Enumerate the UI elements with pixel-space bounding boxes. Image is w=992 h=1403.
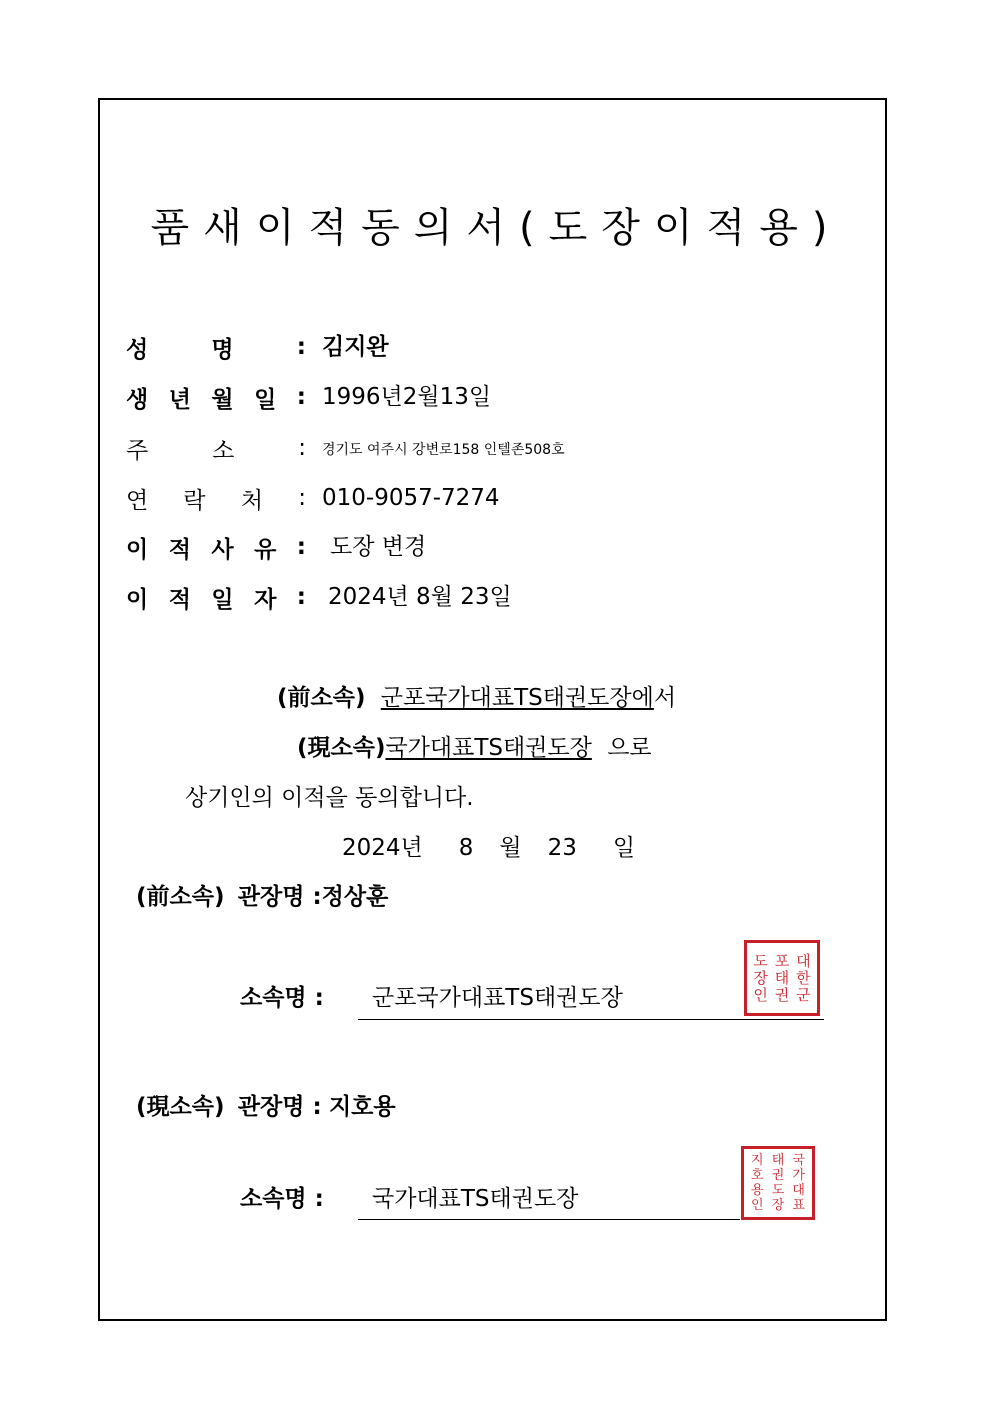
consent-date <box>342 832 635 864</box>
prev-gym-label: 소속명 : <box>240 985 324 1011</box>
prev-head-name: 정상훈 <box>321 884 389 910</box>
field-date-value: 2024년 8월 23일 <box>328 584 512 610</box>
field-contact-value: 010-9057-7274 <box>322 485 500 511</box>
curr-seal-column: 태 권 도 장 <box>771 1153 785 1213</box>
consent-date-day-unit: 일 <box>612 835 636 861</box>
curr-affiliation-line <box>297 732 652 764</box>
curr-signature-line <box>358 1219 740 1220</box>
field-address-value: 경기도 여주시 강변로158 인텔존508호 <box>322 442 565 458</box>
curr-gym-seal <box>741 1146 815 1220</box>
curr-seal-column: 국 가 대 표 <box>792 1153 805 1213</box>
consent-date-year: 2024년 <box>342 835 423 861</box>
field-name-value: 김지완 <box>322 334 389 360</box>
curr-head-label: 관장명 : <box>237 1094 322 1120</box>
prev-gym-name: 군포국가대표TS태권도장 <box>372 985 623 1011</box>
prev-head-label: 관장명 : <box>237 884 322 910</box>
prev-head-prefix: (前소속) <box>136 884 225 910</box>
prev-seal-column: 도 장 인 <box>753 951 768 1004</box>
curr-affiliation-prefix: (現소속) <box>297 735 386 761</box>
prev-signature-line <box>358 1019 824 1020</box>
prev-affiliation-line <box>277 682 676 714</box>
curr-head-prefix: (現소속) <box>136 1094 225 1120</box>
consent-date-month: 8 <box>458 835 474 861</box>
consent-date-month-unit: 월 <box>499 835 522 861</box>
prev-affiliation-gym: 군포국가대표TS태권도장에 <box>380 685 654 711</box>
field-birth-value: 1996년2월13일 <box>322 384 492 410</box>
prev-head-line <box>136 881 388 913</box>
curr-affiliation-suffix: 으로 <box>607 735 652 761</box>
field-address-label: 주 소 : <box>126 435 306 464</box>
prev-affiliation-prefix: (前소속) <box>277 685 366 711</box>
prev-seal-column: 대 한 군 <box>796 951 811 1004</box>
prev-seal-column: 포 태 권 <box>774 951 790 1004</box>
curr-head-line <box>136 1091 396 1123</box>
curr-seal-column: 지 호 용 인 <box>751 1153 764 1213</box>
curr-affiliation-gym: 국가대표TS태권도장 <box>385 735 592 761</box>
field-date-label: 이 적 일 자 : <box>126 584 306 613</box>
prev-gym-seal <box>744 940 820 1016</box>
consent-statement: 상기인의 이적을 동의합니다. <box>185 785 474 811</box>
prev-affiliation-suffix: 서 <box>653 685 677 711</box>
consent-date-day: 23 <box>547 835 577 861</box>
curr-gym-label: 소속명 : <box>240 1186 324 1212</box>
curr-gym-name: 국가대표TS태권도장 <box>372 1186 579 1212</box>
field-name-label: 성 명 : <box>126 334 306 363</box>
field-reason-label: 이 적 사 유 : <box>126 534 306 563</box>
curr-head-name: 지호용 <box>328 1094 396 1120</box>
field-contact-label: 연 락 처 : <box>126 485 306 514</box>
document-title: 품새이적동의서(도장이적용) <box>150 205 842 251</box>
field-birth-label: 생 년 월 일 : <box>126 384 306 413</box>
field-reason-value: 도장 변경 <box>330 534 427 560</box>
